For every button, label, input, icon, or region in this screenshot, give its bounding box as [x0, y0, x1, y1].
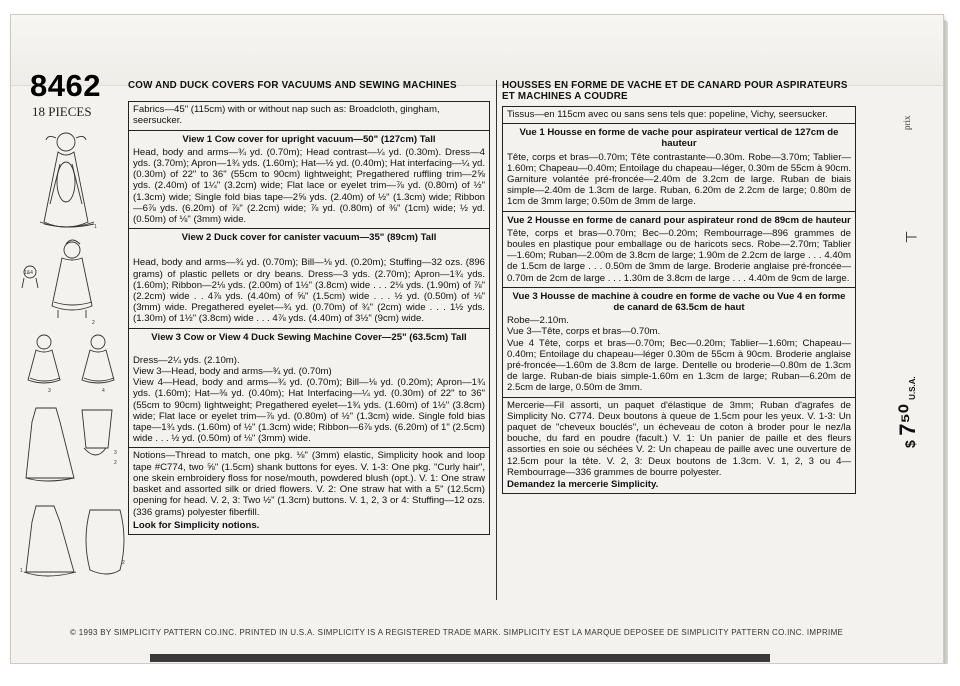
vue34-body: Robe—2.10m. Vue 3—Tête, corps et bras—0.70m. Vue 4 Tête, corps et bras—0.70m; Bec—0.20m; Tablier—1.60m; Chapeau—0.40m; Entoilage du chapeau—léger 0.30m de 55cm à 90cm. Broderie anglaise pré-froncée—1.60m de 3.8cm de large. Dentelle ou broderie—0.80m de 1.3cm de large. Ruban-de biais simple-1.60m en 1.3cm de large; Ruban—6.20m de 2.5cm de large, 0.50m de 3mm. [507, 315, 851, 394]
view1-body: Head, body and arms—¾ yd. (0.70m); Head contrast—¼ yd. (0.30m). Dress—4 yds. (3.70m); Apron—1¾ yds. (1.60m); Hat—½ yd. (0.40m); Hat interfacing—¼ yd. (0.30m) of 22" to 36" (55cm to 90cm) lightweight; Pregathered ruffling trim—2⅝ yds. (2.40m) of 1¼" (3.2cm) wide; Flat lace or eyelet trim—⅞ yd. (0.80m) of ½" (1.3cm) wide; Single fold bias tape—2⅝ yds. (2.40m) of ½" (1.3cm) wide; Ribbon—6⅞ yds. (6.20m) of ⅞" (2.2cm) wide; ⅞ yd. (0.80m) of ⅜" (1cm) wide; ½ yd. (0.50m) of ⅛" (3mm) wide. [133, 146, 485, 226]
french-yardage-box [502, 106, 856, 494]
view-illustrations [18, 124, 130, 594]
view2-row [129, 229, 489, 328]
svg-text:4: 4 [102, 388, 105, 394]
view2-title: View 2 Duck cover for canister vacuum—35" (89cm) Tall [181, 232, 437, 244]
price-symbol: $ [902, 440, 918, 448]
envelope-flap [11, 15, 943, 86]
vue1-body: Tête, corps et bras—0.70m; Tête contrastante—0.30m. Robe—3.70m; Tablier—1.60m; Chapeau—0.40m; Entoilage du chapeau—léger, 0.30m de 55cm à 90cm. Garniture volantée pré-froncée—2.40m de 3.2cm de large. Ruban de biais simple—2.40m de 1.3cm de large. Ruban, 6.20m de 2.2cm de large; 0.80m de 1cm de 3mm large; 0.50m de 3mm de large. [507, 151, 851, 208]
price-value: 7⁵⁰ [895, 404, 920, 436]
svg-text:1: 1 [94, 224, 97, 230]
copyright-line: © 1993 BY SIMPLICITY PATTERN CO.INC. PRINTED IN U.S.A. SIMPLICITY IS A REGISTERED TRADE MARK. SIMPLICITY EST LA MARQUE DEPOSEE DE SIMPLICITY PATTERN CO.INC. IMPRIME [70, 628, 844, 637]
french-heading: HOUSSES EN FORME DE VACHE ET DE CANARD POUR ASPIRATEURS ET MACHINES A COUDRE [502, 80, 848, 102]
dress-piece-sketch [26, 408, 112, 481]
piece-count: 18 PIECES [32, 104, 92, 119]
view4-duck-sketch [82, 335, 114, 383]
view1-row [129, 131, 489, 230]
notions-text: Notions—Thread to match, one pkg. ⅛" (3mm) elastic, Simplicity hook and loop tape #C774, two ⅝" (1.5cm) shank buttons for eyes. V. 1-3: One pkg. "Curly hair", one skein embroidery floss for nose/mouth, powdered blush (opt.). V. 1: One straw basket and assorted silk or dried flowers. V. 2: One straw hat with a 5" (12.5cm) opening for head. V. 2, 3: Two ½" (1.3cm) buttons. V. 1, 2, 3 or 4: Stuffing—12 ozs. (336 grams) polyester fiberfill. [133, 450, 485, 518]
svg-text:3: 3 [48, 388, 51, 394]
view1-cow-sketch [40, 133, 94, 227]
price-tag [895, 376, 921, 448]
column-divider [496, 80, 497, 600]
notions-row [129, 448, 489, 533]
french-column [502, 78, 856, 494]
fabrics-row [129, 102, 489, 130]
look-for-notions: Look for Simplicity notions. [133, 519, 260, 531]
english-heading: COW AND DUCK COVERS FOR VACUUMS AND SEWING MACHINES [128, 80, 457, 91]
english-yardage-box [128, 101, 490, 535]
prix-label: prix [902, 115, 912, 130]
view34-row [129, 329, 489, 449]
demandez-mercerie: Demandez la mercerie Simplicity. [507, 479, 659, 491]
tissus-row [503, 107, 855, 124]
view-sketches [18, 124, 130, 594]
svg-text:2: 2 [92, 320, 95, 326]
price-currency: U.S.A. [908, 376, 917, 400]
svg-text:1: 1 [20, 568, 23, 574]
vue34-row [503, 288, 855, 398]
vue34-title: Vue 3 Housse de machine à coudre en forme de vache ou Vue 4 en forme de canard de 63.5cm de haut [512, 290, 846, 314]
fabrics-text: Fabrics—45" (115cm) with or without nap such as: Broadcloth, gingham, seersucker. [133, 104, 440, 127]
svg-text:2: 2 [114, 460, 117, 466]
vue2-row [503, 212, 855, 288]
bottom-margin [0, 664, 960, 686]
mercerie-text: Mercerie—Fil assorti, un paquet d'élastique de 3mm; Ruban d'agrafes de Simplicity No. C774. Deux boutons à queue de 1.5cm pour les yeux. V. 1-3: Un paquet de "cheveux bouclés", un écheveau de coton à broder pour le nez/la bouche, du fard en poudre (facult.) V. 1: Un panier de paille et des fleurs assorties en soie ou séchées V. 2: Un chapeau de paille avec une ouverture de 12.5cm pour la tête. V. 2, 3: Deux boutons de 1.3cm. V. 1, 2, 3 ou 4—Rembourrage—336 grammes de bourre polyester. [507, 399, 851, 478]
english-column [128, 78, 490, 535]
pattern-number: 8462 [30, 68, 101, 103]
tissus-text: Tissus—en 115cm avec ou sans sens tels que: popeline, Vichy, seersucker. [507, 109, 828, 120]
svg-text:1&4: 1&4 [24, 270, 33, 276]
apron-piece-sketch [24, 506, 124, 576]
vue2-title: Vue 2 Housse en forme de canard pour aspirateur rond de 89cm de hauteur [507, 214, 851, 226]
view1-title: View 1 Cow cover for upright vacuum—50" (127cm) Tall [182, 133, 436, 145]
view34-title: View 3 Cow or View 4 Duck Sewing Machine Cover—25" (63.5cm) Tall [151, 331, 467, 343]
mercerie-row [503, 398, 855, 494]
svg-text:2: 2 [122, 560, 125, 566]
view3-cow-sketch [28, 335, 60, 383]
bottom-dark-strip [150, 654, 770, 662]
vue1-title: Vue 1 Housse en forme de vache pour aspirateur vertical de 127cm de hauteur [519, 127, 839, 150]
tick-mark: ⊤ [903, 230, 921, 244]
vue2-body: Tête, corps et bras—0.70m; Bec—0.20m; Rembourrage—896 grammes de boules en plastique pour emballage ou de haricots secs. Robe—2.70m; Tablier—1.60m; Ruban—2.00m de 3.8cm de large; 1.90m de 2.2cm de large . . . 4.40m de 1.5cm de large . . . 0.50m de 3mm de large. Broderie anglaise pré-froncée—0.70m de 2cm de large . . . 1.30m de 3.8cm de large . . . 4.40m de 9cm de large. [507, 227, 851, 284]
view2-body: Head, body and arms—¾ yd. (0.70m); Bill—⅛ yd. (0.20m); Stuffing—32 ozs. (896 grams) of plastic pellets or dry beans. Dress—3 yds. (2.70m); Apron—1¾ yds. (1.60m); Ribbon—2⅛ yds. (2.00m) of 1½" (3.8cm) wide . . . 2⅛ yds. (1.90m) of ⅞" (2.2cm) wide . . 4⅞ yds. (4.40m) of ⅝" (1.5cm) wide . . . ½ yd. (0.50m) of ⅛" (3mm) wide. Pregathered eyelet—¾ yd. (0.70m) of ¾" (2cm) wide . . . 1½ yds. (1.30m) of 1½" (3.8cm) wide . . . 4⅞ yds. (4.40m) of 3½" (9cm) wide. [133, 257, 485, 325]
view2-duck-sketch [22, 240, 92, 318]
view34-body: Dress—2¼ yds. (2.10m). View 3—Head, body and arms—¾ yd. (0.70m) View 4—Head, body and arms—¾ yd. (0.70m); Bill—⅛ yd. (0.20m); Apron—1¾ yds. (1.60m); Hat—⅜ yd. (0.40m); Hat Interfacing—¼ yd. (0.30m) of 22" to 36" (55cm to 90cm) lightweight; Pregathered eyelet—1¾ yds. (1.60m) of 1½" (3.8cm) wide; Flat lace or eyelet trim—⅞ yd. (0.80m) of ½" (1.3cm) wide. Single fold bias tape—1¾ yds. (1.60m) of ½" (1.3cm) wide; Ribbon—6⅞ yds. (6.20m) of 1" (2.5cm) wide . . . ½ yd. (0.50m) of ⅛" (3mm) wide. [133, 354, 485, 445]
svg-text:3: 3 [114, 450, 117, 456]
vue1-row [503, 124, 855, 211]
